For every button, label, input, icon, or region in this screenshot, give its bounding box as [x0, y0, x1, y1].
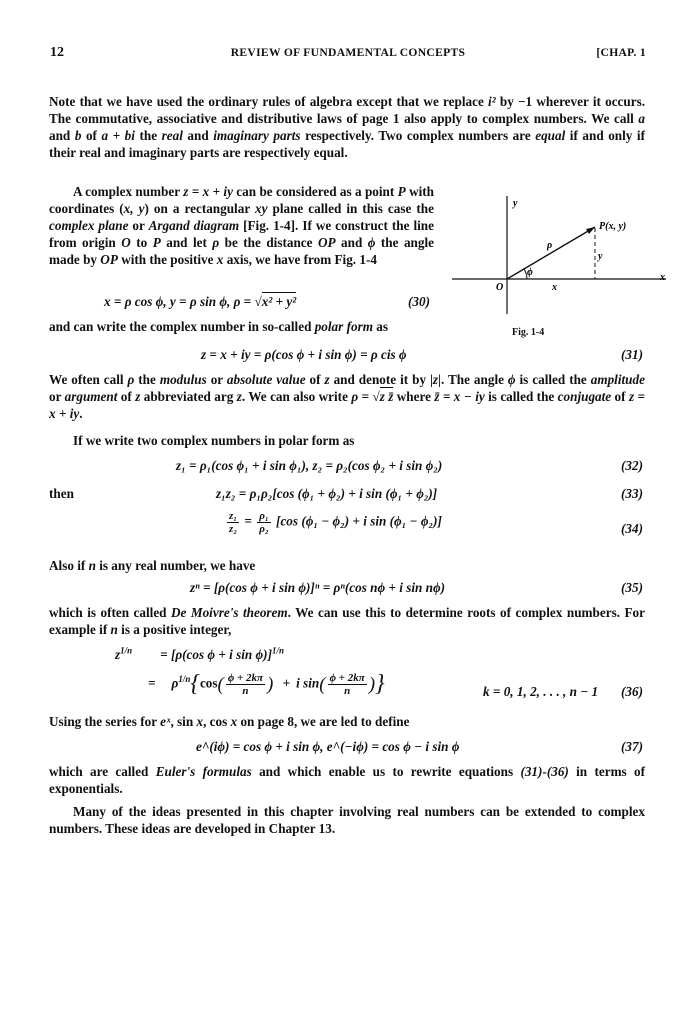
y-axis-label: y — [513, 198, 518, 209]
x-axis-label: x — [660, 272, 665, 283]
equation-36-line1: $z^{1/n} = [\rho(\cos$ ϕ + i sin ϕ)]$^{1/n}$ — [115, 645, 284, 662]
paragraph-polar-form-intro: and can write the complex number in so-called polar form as — [49, 319, 388, 334]
chapter-label: [CHAP. 1 — [596, 46, 646, 59]
equation-number-32: (32) — [621, 458, 643, 473]
paragraph-polar-intro: If we write two complex numbers in polar form as — [73, 433, 355, 448]
x-length-label: x — [552, 282, 557, 293]
equation-number-31: (31) — [621, 347, 643, 362]
equation-number-35: (35) — [621, 580, 643, 595]
equation-35: zⁿ = [ρ(cos ϕ + i sin ϕ)]ⁿ = ρⁿ(cos nϕ + i sin nϕ) — [190, 580, 445, 595]
phi-label: ϕ — [527, 267, 533, 278]
paragraph-modulus-argument: We often call ρ the modulus or absolute value of z and denote it by |z|. The angle ϕ is called the amplitude or argument of z abbreviated arg z. We can also write ρ = √z z̄ where z̄ = x − iy is called the conjugate of z = x + iy. — [49, 372, 646, 421]
rho-label: ρ — [547, 240, 553, 251]
equation-32: z₁ = ρ₁(cos ϕ₁ + i sin ϕ₁), z₂ = ρ₂(cos ϕ₂ + i sin ϕ₂) — [176, 458, 443, 473]
equation-37: e^(iϕ) = cos ϕ + i sin ϕ, e^(−iϕ) = cos ϕ − i sin ϕ — [196, 739, 460, 754]
origin-label: O — [496, 282, 504, 293]
equation-number-37: (37) — [621, 739, 643, 754]
page-header — [50, 44, 646, 62]
equation-33: z₁z₂ = ρ₁ρ₂[cos (ϕ₁ + ϕ₂) + i sin (ϕ₁ + ϕ₂)] — [216, 486, 438, 501]
paragraph-series: Using the series for eˣ, sin x, cos x on page 8, we are led to define — [49, 714, 410, 729]
op-vector-arrowhead — [586, 227, 595, 234]
paragraph-de-moivre: which is often called De Moivre's theorem. We can use this to determine roots of complex numbers. For example if n is a positive integer, — [49, 605, 645, 637]
page-number: 12 — [50, 45, 64, 60]
op-vector-line — [507, 227, 595, 279]
argand-diagram — [452, 188, 670, 338]
point-p-label: P(x, y) — [599, 221, 627, 232]
equation-number-33: (33) — [621, 486, 643, 501]
equation-30: x = ρ cos ϕ, y = ρ sin ϕ, ρ = √x² + y² — [104, 294, 297, 309]
then-label: then — [49, 486, 74, 501]
equation-number-30: (30) — [408, 294, 430, 309]
equation-36-line2: = $\rho^{1/n}\{\cos$( $\frac{\phi + 2k\pi}{n}$ ) + i sin( $\frac{\phi + 2k\pi}{n}$ )} — [148, 671, 385, 697]
paragraph-euler: which are called Euler's formulas and which enable us to rewrite equations (31)-(36) in terms of exponentials. — [49, 764, 646, 796]
paragraph-complex-plane: A complex number z = x + iy can be considered as a point P with coordinates (x, y) on a rectangular xy plane called in this case the complex plane or Argand diagram [Fig. 1-4]. If we construct the line from origin O to P and let ρ be the distance OP and ϕ the angle made by OP with the positive x axis, we have from Fig. 1-4 — [49, 184, 434, 267]
y-length-label: y — [598, 251, 603, 262]
equation-36-k-range: k = 0, 1, 2, . . . , n − 1 — [483, 684, 599, 699]
paragraph-chapter-13: Many of the ideas presented in this chapter involving real numbers can be extended to complex numbers. These ideas are developed in Chapter 13. — [49, 804, 645, 836]
paragraph-algebra-rules: Note that we have used the ordinary rules of algebra except that we replace i² by −1 wherever it occurs. The commutative, associative and distributive laws of page 1 also apply to complex numbers. We call a and b of a + bi the real and imaginary parts respectively. Two complex numbers are equal if and only if their real and imaginary parts are respectively equal. — [49, 94, 646, 160]
equation-number-36: (36) — [621, 684, 643, 699]
running-title: REVIEW OF FUNDAMENTAL CONCEPTS — [230, 46, 466, 59]
equation-31: z = x + iy = ρ(cos ϕ + i sin ϕ) = ρ cis ϕ — [201, 347, 407, 362]
equation-34: $\frac{\text{z₁}}{\text{z₂}}$ = $\frac{\text{ρ₁}}{\text{ρ₂}}$ [cos (ϕ₁ − ϕ₂) + i sin (ϕ₁ − ϕ₂)] — [229, 510, 442, 535]
figure-caption: Fig. 1-4 — [512, 327, 545, 338]
equation-number-34: (34) — [621, 521, 643, 536]
paragraph-real-n: Also if n is any real number, we have — [49, 558, 256, 573]
